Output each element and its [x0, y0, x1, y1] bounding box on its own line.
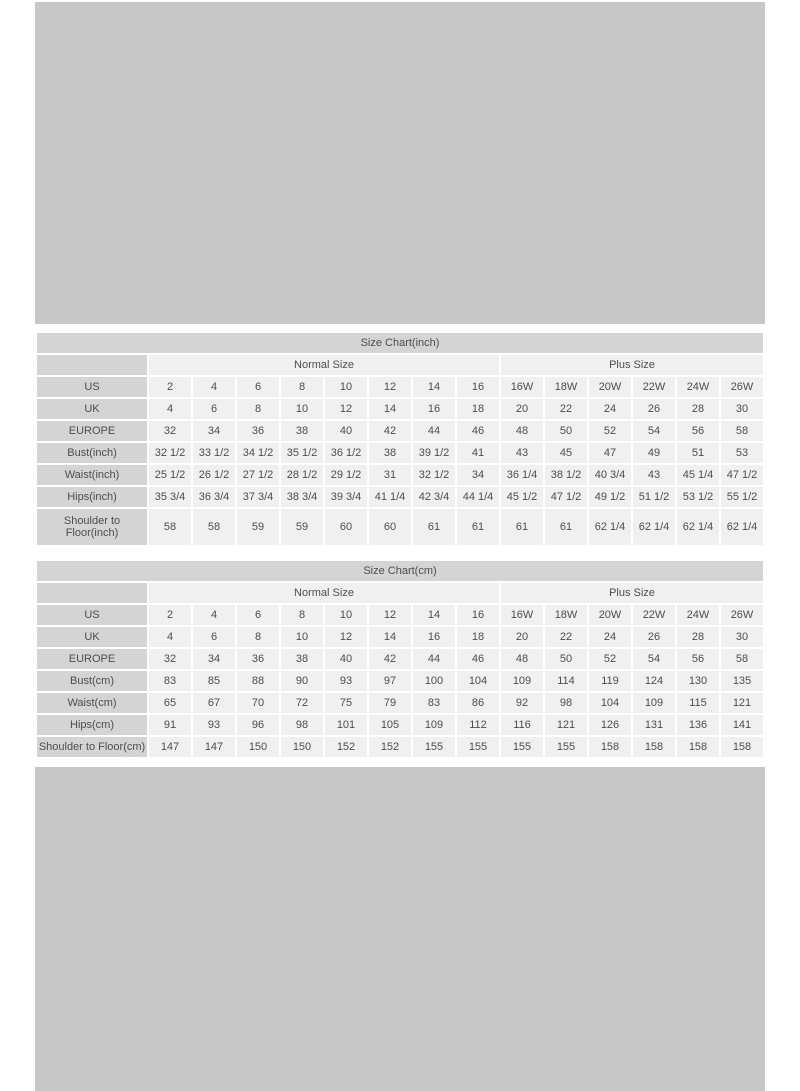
size-value-cell: 32 1/2 [412, 464, 456, 486]
size-value-cell: 45 1/4 [676, 464, 720, 486]
size-value-cell: 44 1/4 [456, 486, 500, 508]
size-value-cell: 16 [456, 376, 500, 398]
size-value-cell: 39 1/2 [412, 442, 456, 464]
size-value-cell: 18W [544, 604, 588, 626]
size-value-cell: 37 3/4 [236, 486, 280, 508]
size-value-cell: 48 [500, 648, 544, 670]
size-value-cell: 38 [280, 648, 324, 670]
size-value-cell: 131 [632, 714, 676, 736]
row-label: Hips(cm) [36, 714, 148, 736]
table-row [36, 486, 764, 508]
size-value-cell: 61 [544, 508, 588, 546]
table-row [36, 714, 764, 736]
size-value-cell: 34 [456, 464, 500, 486]
size-value-cell: 141 [720, 714, 764, 736]
table-row [36, 420, 764, 442]
size-value-cell: 26 1/2 [192, 464, 236, 486]
size-value-cell: 20 [500, 398, 544, 420]
size-value-cell: 40 [324, 648, 368, 670]
row-label: US [36, 376, 148, 398]
size-value-cell: 91 [148, 714, 192, 736]
size-value-cell: 24 [588, 398, 632, 420]
size-value-cell: 25 1/2 [148, 464, 192, 486]
size-value-cell: 152 [368, 736, 412, 758]
size-value-cell: 48 [500, 420, 544, 442]
size-value-cell: 47 1/2 [720, 464, 764, 486]
size-value-cell: 10 [280, 626, 324, 648]
size-value-cell: 109 [500, 670, 544, 692]
size-value-cell: 22 [544, 398, 588, 420]
size-value-cell: 16W [500, 604, 544, 626]
size-value-cell: 8 [280, 376, 324, 398]
size-value-cell: 119 [588, 670, 632, 692]
size-value-cell: 51 1/2 [632, 486, 676, 508]
row-label: Bust(inch) [36, 442, 148, 464]
size-value-cell: 4 [148, 626, 192, 648]
size-value-cell: 104 [588, 692, 632, 714]
size-value-cell: 90 [280, 670, 324, 692]
size-value-cell: 44 [412, 648, 456, 670]
size-value-cell: 72 [280, 692, 324, 714]
size-value-cell: 26 [632, 626, 676, 648]
size-value-cell: 38 [280, 420, 324, 442]
size-value-cell: 112 [456, 714, 500, 736]
size-value-cell: 62 1/4 [676, 508, 720, 546]
chart-title: Size Chart(inch) [36, 332, 764, 354]
table-row [36, 464, 764, 486]
size-value-cell: 4 [192, 604, 236, 626]
size-chart-inch [35, 331, 765, 547]
size-value-cell: 105 [368, 714, 412, 736]
size-value-cell: 40 3/4 [588, 464, 632, 486]
size-value-cell: 56 [676, 420, 720, 442]
size-value-cell: 42 3/4 [412, 486, 456, 508]
size-value-cell: 150 [236, 736, 280, 758]
size-value-cell: 38 [368, 442, 412, 464]
size-value-cell: 27 1/2 [236, 464, 280, 486]
size-value-cell: 155 [456, 736, 500, 758]
table-row [36, 670, 764, 692]
size-value-cell: 6 [236, 604, 280, 626]
group-header: Plus Size [500, 582, 764, 604]
size-value-cell: 55 1/2 [720, 486, 764, 508]
size-value-cell: 34 [192, 420, 236, 442]
size-value-cell: 35 3/4 [148, 486, 192, 508]
chart-title: Size Chart(cm) [36, 560, 764, 582]
table-row [36, 376, 764, 398]
size-value-cell: 10 [280, 398, 324, 420]
size-value-cell: 46 [456, 648, 500, 670]
size-value-cell: 14 [412, 376, 456, 398]
size-value-cell: 36 3/4 [192, 486, 236, 508]
size-value-cell: 53 1/2 [676, 486, 720, 508]
size-value-cell: 14 [412, 604, 456, 626]
size-value-cell: 22W [632, 604, 676, 626]
size-value-cell: 12 [368, 604, 412, 626]
size-value-cell: 58 [720, 420, 764, 442]
size-value-cell: 41 [456, 442, 500, 464]
table-row [36, 508, 764, 546]
size-value-cell: 10 [324, 376, 368, 398]
group-header-row [36, 582, 764, 604]
size-value-cell: 20W [588, 604, 632, 626]
size-value-cell: 49 [632, 442, 676, 464]
size-value-cell: 32 [148, 420, 192, 442]
size-value-cell: 60 [324, 508, 368, 546]
size-value-cell: 28 1/2 [280, 464, 324, 486]
size-value-cell: 50 [544, 420, 588, 442]
size-value-cell: 104 [456, 670, 500, 692]
size-value-cell: 2 [148, 376, 192, 398]
size-value-cell: 158 [632, 736, 676, 758]
size-value-cell: 58 [148, 508, 192, 546]
size-value-cell: 34 [192, 648, 236, 670]
size-value-cell: 47 1/2 [544, 486, 588, 508]
size-value-cell: 59 [280, 508, 324, 546]
size-value-cell: 49 1/2 [588, 486, 632, 508]
table-row [36, 692, 764, 714]
size-value-cell: 158 [676, 736, 720, 758]
size-value-cell: 33 1/2 [192, 442, 236, 464]
size-value-cell: 18W [544, 376, 588, 398]
row-label: UK [36, 398, 148, 420]
size-value-cell: 45 1/2 [500, 486, 544, 508]
size-value-cell: 36 [236, 648, 280, 670]
chart-title-row [36, 332, 764, 354]
size-value-cell: 50 [544, 648, 588, 670]
size-value-cell: 85 [192, 670, 236, 692]
size-value-cell: 124 [632, 670, 676, 692]
size-value-cell: 38 1/2 [544, 464, 588, 486]
size-value-cell: 53 [720, 442, 764, 464]
size-value-cell: 6 [236, 376, 280, 398]
group-header: Normal Size [148, 582, 500, 604]
size-value-cell: 114 [544, 670, 588, 692]
size-value-cell: 93 [324, 670, 368, 692]
row-label: UK [36, 626, 148, 648]
size-value-cell: 100 [412, 670, 456, 692]
size-value-cell: 58 [192, 508, 236, 546]
size-value-cell: 158 [588, 736, 632, 758]
size-value-cell: 109 [632, 692, 676, 714]
size-value-cell: 61 [412, 508, 456, 546]
size-value-cell: 28 [676, 626, 720, 648]
size-value-cell: 51 [676, 442, 720, 464]
row-label: Shoulder to Floor(inch) [36, 508, 148, 546]
size-value-cell: 12 [324, 626, 368, 648]
size-value-cell: 31 [368, 464, 412, 486]
chart-title-row [36, 560, 764, 582]
size-value-cell: 59 [236, 508, 280, 546]
row-label: Bust(cm) [36, 670, 148, 692]
size-value-cell: 62 1/4 [632, 508, 676, 546]
table-row [36, 626, 764, 648]
size-value-cell: 22W [632, 376, 676, 398]
size-value-cell: 43 [632, 464, 676, 486]
size-value-cell: 16 [412, 626, 456, 648]
size-value-cell: 61 [500, 508, 544, 546]
size-value-cell: 16W [500, 376, 544, 398]
size-value-cell: 62 1/4 [720, 508, 764, 546]
size-value-cell: 70 [236, 692, 280, 714]
size-value-cell: 101 [324, 714, 368, 736]
size-value-cell: 135 [720, 670, 764, 692]
size-value-cell: 8 [280, 604, 324, 626]
size-value-cell: 20W [588, 376, 632, 398]
table-row [36, 442, 764, 464]
size-value-cell: 60 [368, 508, 412, 546]
size-value-cell: 155 [412, 736, 456, 758]
size-value-cell: 65 [148, 692, 192, 714]
size-value-cell: 4 [148, 398, 192, 420]
row-label: EUROPE [36, 420, 148, 442]
corner-cell [36, 354, 148, 376]
size-value-cell: 28 [676, 398, 720, 420]
row-label: EUROPE [36, 648, 148, 670]
size-value-cell: 24 [588, 626, 632, 648]
size-value-cell: 46 [456, 420, 500, 442]
size-value-cell: 18 [456, 398, 500, 420]
size-value-cell: 30 [720, 398, 764, 420]
table-row [36, 736, 764, 758]
size-value-cell: 109 [412, 714, 456, 736]
size-value-cell: 18 [456, 626, 500, 648]
size-value-cell: 147 [148, 736, 192, 758]
size-value-cell: 158 [720, 736, 764, 758]
size-value-cell: 22 [544, 626, 588, 648]
size-value-cell: 12 [368, 376, 412, 398]
group-header: Normal Size [148, 354, 500, 376]
size-value-cell: 20 [500, 626, 544, 648]
size-value-cell: 32 1/2 [148, 442, 192, 464]
size-value-cell: 96 [236, 714, 280, 736]
size-value-cell: 29 1/2 [324, 464, 368, 486]
size-value-cell: 86 [456, 692, 500, 714]
size-value-cell: 42 [368, 420, 412, 442]
size-value-cell: 8 [236, 398, 280, 420]
size-value-cell: 54 [632, 648, 676, 670]
row-label: Waist(inch) [36, 464, 148, 486]
size-value-cell: 54 [632, 420, 676, 442]
size-value-cell: 6 [192, 626, 236, 648]
size-value-cell: 42 [368, 648, 412, 670]
size-value-cell: 39 3/4 [324, 486, 368, 508]
size-value-cell: 36 1/2 [324, 442, 368, 464]
size-value-cell: 75 [324, 692, 368, 714]
size-value-cell: 147 [192, 736, 236, 758]
size-value-cell: 2 [148, 604, 192, 626]
size-value-cell: 126 [588, 714, 632, 736]
size-value-cell: 14 [368, 626, 412, 648]
size-value-cell: 58 [720, 648, 764, 670]
size-value-cell: 61 [456, 508, 500, 546]
size-value-cell: 10 [324, 604, 368, 626]
row-label: Hips(inch) [36, 486, 148, 508]
size-value-cell: 83 [148, 670, 192, 692]
size-value-cell: 12 [324, 398, 368, 420]
size-value-cell: 41 1/4 [368, 486, 412, 508]
size-value-cell: 43 [500, 442, 544, 464]
size-value-cell: 14 [368, 398, 412, 420]
bottom-gray-panel [35, 767, 765, 1091]
size-value-cell: 93 [192, 714, 236, 736]
size-value-cell: 52 [588, 648, 632, 670]
group-header: Plus Size [500, 354, 764, 376]
size-value-cell: 26 [632, 398, 676, 420]
size-value-cell: 26W [720, 604, 764, 626]
table-row [36, 604, 764, 626]
size-value-cell: 40 [324, 420, 368, 442]
size-value-cell: 92 [500, 692, 544, 714]
size-value-cell: 8 [236, 626, 280, 648]
size-value-cell: 155 [500, 736, 544, 758]
size-value-cell: 56 [676, 648, 720, 670]
size-value-cell: 121 [544, 714, 588, 736]
table-row [36, 398, 764, 420]
size-value-cell: 155 [544, 736, 588, 758]
size-value-cell: 35 1/2 [280, 442, 324, 464]
size-value-cell: 30 [720, 626, 764, 648]
size-value-cell: 79 [368, 692, 412, 714]
size-value-cell: 150 [280, 736, 324, 758]
size-value-cell: 88 [236, 670, 280, 692]
size-value-cell: 32 [148, 648, 192, 670]
size-chart-cm [35, 559, 765, 759]
size-value-cell: 67 [192, 692, 236, 714]
size-value-cell: 26W [720, 376, 764, 398]
size-value-cell: 24W [676, 604, 720, 626]
row-label: Waist(cm) [36, 692, 148, 714]
size-value-cell: 121 [720, 692, 764, 714]
top-gray-panel [35, 2, 765, 324]
size-value-cell: 6 [192, 398, 236, 420]
size-value-cell: 52 [588, 420, 632, 442]
size-value-cell: 36 [236, 420, 280, 442]
size-value-cell: 24W [676, 376, 720, 398]
size-value-cell: 16 [412, 398, 456, 420]
group-header-row [36, 354, 764, 376]
size-value-cell: 115 [676, 692, 720, 714]
table-row [36, 648, 764, 670]
size-value-cell: 4 [192, 376, 236, 398]
row-label: US [36, 604, 148, 626]
size-value-cell: 116 [500, 714, 544, 736]
size-value-cell: 97 [368, 670, 412, 692]
size-value-cell: 47 [588, 442, 632, 464]
corner-cell [36, 582, 148, 604]
size-value-cell: 83 [412, 692, 456, 714]
size-value-cell: 36 1/4 [500, 464, 544, 486]
size-value-cell: 62 1/4 [588, 508, 632, 546]
size-value-cell: 130 [676, 670, 720, 692]
size-value-cell: 34 1/2 [236, 442, 280, 464]
size-value-cell: 38 3/4 [280, 486, 324, 508]
size-value-cell: 44 [412, 420, 456, 442]
size-value-cell: 45 [544, 442, 588, 464]
size-value-cell: 98 [280, 714, 324, 736]
size-value-cell: 152 [324, 736, 368, 758]
row-label: Shoulder to Floor(cm) [36, 736, 148, 758]
size-value-cell: 136 [676, 714, 720, 736]
size-value-cell: 16 [456, 604, 500, 626]
size-value-cell: 98 [544, 692, 588, 714]
